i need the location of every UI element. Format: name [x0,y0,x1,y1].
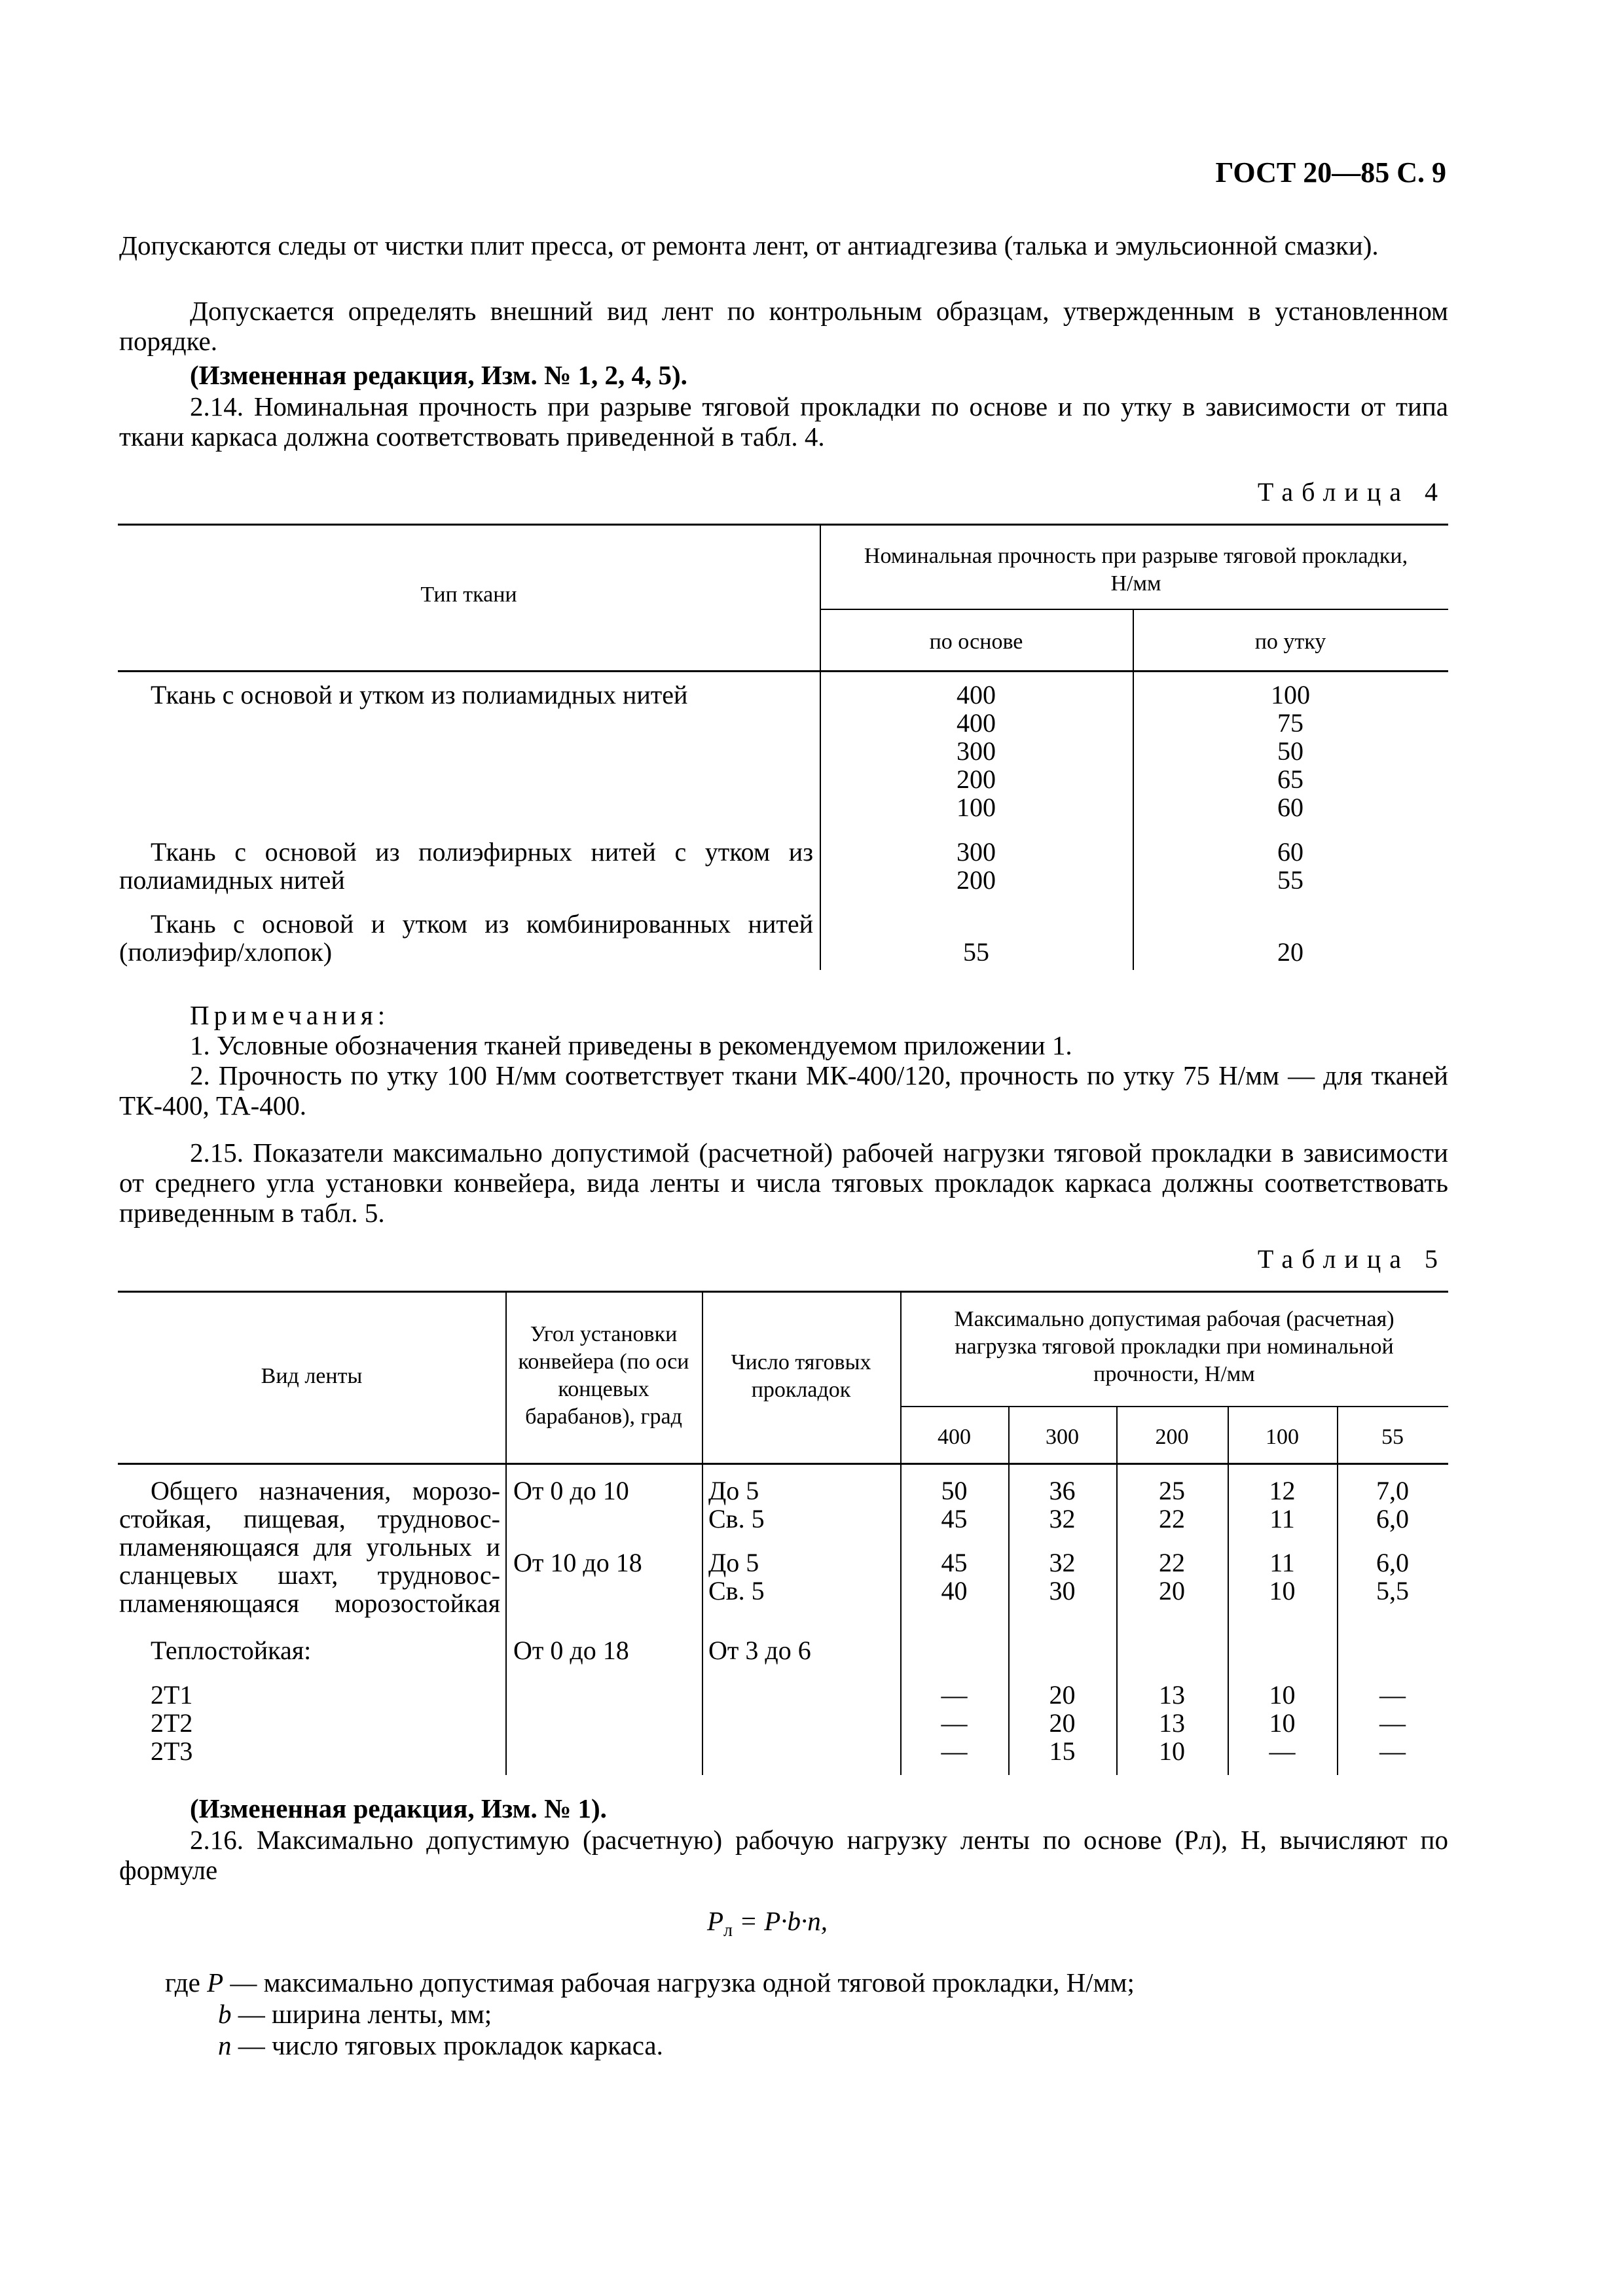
table-5-g1-55 [1337,1477,1448,1533]
table-5-kind-heat: Теплостойкая: [151,1636,312,1665]
table-cell: До 5 [708,1548,759,1577]
document-reference: ГОСТ 20—85 С. 9 [1215,156,1446,188]
table-cell: 12 [1269,1476,1296,1505]
where-symbol-n: n [218,2030,232,2060]
table-cell: Св. 5 [708,1576,765,1605]
table-4-weft-2 [1133,838,1448,894]
table-cell: 60 [1277,793,1304,822]
table-cell: — [1379,1708,1406,1738]
table-cell: 400 [957,680,996,709]
table-cell: 300 [957,736,996,766]
table-cell: сланцевых шахт, трудновос- [119,1560,500,1590]
table-4-weft-3 [1133,938,1448,966]
table-cell: 7,0 [1376,1476,1409,1505]
table-cell: 30 [1049,1576,1076,1605]
table-cell: 50 [1277,736,1304,766]
table-cell: 45 [941,1504,968,1534]
amendment-note-1: (Измененная редакция, Изм. № 1, 2, 4, 5). [190,360,687,390]
table-cell: 20 [1049,1708,1076,1738]
where-definition-n: — число тяговых прокладок каркаса. [238,2030,663,2060]
table-5-header-angle: Угол установки конвейера (по оси концевых барабанов), град [518,1322,689,1429]
table-cell: 32 [1049,1548,1076,1577]
table-cell: — [1269,1736,1296,1766]
table-4-warp-1 [820,681,1133,821]
table-5-strength-100: 100 [1266,1425,1299,1449]
amendment-note-2: (Измененная редакция, Изм. № 1). [190,1793,607,1823]
table-cell: 20 [1277,937,1304,967]
table-cell: — [941,1736,968,1766]
formula [707,1906,828,1946]
table-cell: 13 [1159,1680,1185,1710]
table-cell: 22 [1159,1548,1185,1577]
notes-title: Примечания: [190,1000,390,1030]
table-5-header-kind: Вид ленты [261,1364,363,1388]
table-5-strength-300: 300 [1046,1425,1079,1449]
table-cell: 22 [1159,1504,1185,1534]
paragraph-2-15: 2.15. Показатели максимально допустимой (расчетной) рабочей нагрузки тяговой прокладки в зависимости от среднего угла установки конвейера, вида ленты и числа тяговых прокладок каркаса должны соответствовать приведенным в табл. 5. [119,1138,1448,1228]
note-2: 2. Прочность по утку 100 Н/мм соответствует ткани МК-400/120, прочность по утку 75 Н/мм — для тканей ТК-400, ТА-400. [119,1060,1448,1121]
table-5-heat-200 [1116,1681,1228,1765]
table-cell: стойкая, пищевая, трудновос- [119,1504,500,1534]
table-cell: До 5 [708,1476,759,1505]
table-cell: 60 [1277,837,1304,867]
table-5-strength-400: 400 [938,1425,971,1449]
where-definition-p: — максимально допустимая рабочая нагрузка одной тяговой прокладки, Н/мм; [230,1967,1135,1998]
formula-subscript: л [723,1920,733,1941]
where-line-1 [165,1967,1135,1998]
table-cell: 65 [1277,764,1304,794]
table-5-plies-2 [708,1549,765,1605]
table-cell: 300 [957,837,996,867]
table-5-g2-100 [1228,1549,1337,1605]
table-cell: 10 [1269,1708,1296,1738]
table-4-type-3: Ткань с основой и утком из комбинированных нитей (полиэфир/хлопок) [119,909,813,967]
where-symbol-b: b [218,1999,232,2029]
table-cell: 25 [1159,1476,1185,1505]
table-5-g2-200 [1116,1549,1228,1605]
where-prefix: где [165,1967,200,1998]
table-5-kind-general [119,1477,500,1617]
table-cell: 200 [957,865,996,895]
table-5-header-load: Максимально допустимая рабочая (расчетная) нагрузка тяговой прокладки при номинальной прочности, Н/мм [954,1307,1395,1386]
table-5-g1-300 [1008,1477,1116,1533]
table-5-g2-300 [1008,1549,1116,1605]
table-cell: 75 [1277,708,1304,738]
table-cell: пламеняющаяся морозостойкая [119,1588,500,1618]
table-cell: 2Т1 [151,1680,193,1710]
table-cell: — [941,1708,968,1738]
table-5-angle-1: От 0 до 10 [513,1476,629,1505]
table-cell: — [1379,1680,1406,1710]
table-cell: 5,5 [1376,1576,1409,1605]
table-cell: 6,0 [1376,1548,1409,1577]
table-4-type-1: Ткань с основой и утком из полиамидных нитей [151,680,688,709]
table-cell: 10 [1269,1576,1296,1605]
table-5-angle-heat: От 0 до 18 [513,1636,629,1665]
table-5-strength-200: 200 [1155,1425,1189,1449]
table-cell: пламеняющаяся для угольных и [119,1532,500,1562]
table-cell: 11 [1269,1548,1295,1577]
table-5-heat-300 [1008,1681,1116,1765]
formula-rhs: = P·b·n, [739,1906,828,1936]
table-cell: 100 [1271,680,1310,709]
paragraph-2-16: 2.16. Максимально допустимую (расчетную) рабочую нагрузку ленты по основе (Pл), Н, вычисляют по формуле [119,1825,1448,1885]
table-cell: 50 [941,1476,968,1505]
table-cell: 10 [1269,1680,1296,1710]
where-line-3 [218,2030,663,2060]
table-5-g1-100 [1228,1477,1337,1533]
table-5-g2-400 [900,1549,1008,1605]
table-cell: 40 [941,1576,968,1605]
where-definition-b: — ширина ленты, мм; [238,1999,492,2029]
table-5-plies-1 [708,1477,765,1533]
table-cell: 20 [1049,1680,1076,1710]
table-cell: — [941,1680,968,1710]
table-5-angle-2: От 10 до 18 [513,1548,642,1577]
table-cell: 55 [963,937,989,967]
table-cell: 400 [957,708,996,738]
table-cell: 10 [1159,1736,1185,1766]
table-4-header-strength: Номинальная прочность при разрыве тяговой прокладки, Н/мм [864,544,1408,596]
where-line-2 [218,1999,492,2029]
table-cell: 200 [957,764,996,794]
table-5-g1-400 [900,1477,1008,1533]
table-5-g1-200 [1116,1477,1228,1533]
table-4-warp-2 [820,838,1133,894]
table-5-g2-55 [1337,1549,1448,1605]
table-5-heat-grades [151,1681,192,1765]
table-5-heat-100 [1228,1681,1337,1765]
table-4-caption: Таблица 4 [1257,477,1446,507]
table-cell: 15 [1049,1736,1076,1766]
paragraph-2: Допускается определять внешний вид лент по контрольным образцам, утвержденным в установленном порядке. [119,296,1448,356]
table-4-header-type: Тип ткани [420,583,517,607]
table-4-warp-3 [820,938,1133,966]
table-4-header-warp: по основе [929,630,1023,654]
table-cell: 6,0 [1376,1504,1409,1534]
table-cell: Общего назначения, морозо- [151,1476,500,1505]
table-5-header-plies: Число тяговых прокладок [731,1350,871,1402]
table-5-heat-400 [900,1681,1008,1765]
paragraph-2-14: 2.14. Номинальная прочность при разрыве тяговой прокладки по основе и по утку в зависимости от типа ткани каркаса должна соответствовать приведенной в табл. 4. [119,391,1448,452]
table-cell: 45 [941,1548,968,1577]
table-cell: 13 [1159,1708,1185,1738]
table-cell: 20 [1159,1576,1185,1605]
table-cell: 2Т3 [151,1736,193,1766]
table-4-header-weft: по утку [1254,630,1326,654]
table-5-heat-55 [1337,1681,1448,1765]
note-1: 1. Условные обозначения тканей приведены в рекомендуемом приложении 1. [190,1030,1072,1060]
where-symbol-p: P [207,1967,224,1998]
table-cell: 55 [1277,865,1304,895]
table-4-type-2: Ткань с основой из полиэфирных нитей с утком из полиамидных нитей [119,837,813,895]
table-5-strength-55: 55 [1381,1425,1404,1449]
table-5-plies-heat: От 3 до 6 [708,1636,811,1665]
formula-lhs: P [707,1906,724,1936]
table-cell: 36 [1049,1476,1076,1505]
table-cell: Св. 5 [708,1504,765,1534]
paragraph-1: Допускаются следы от чистки плит пресса, от ремонта лент, от антиадгезива (талька и эмульсионной смазки). [119,230,1379,260]
table-cell: 32 [1049,1504,1076,1534]
table-4-weft-1 [1133,681,1448,821]
table-cell: — [1379,1736,1406,1766]
table-cell: 2Т2 [151,1708,193,1738]
table-cell: 100 [957,793,996,822]
table-cell: 11 [1269,1504,1295,1534]
table-5-caption: Таблица 5 [1257,1244,1446,1274]
